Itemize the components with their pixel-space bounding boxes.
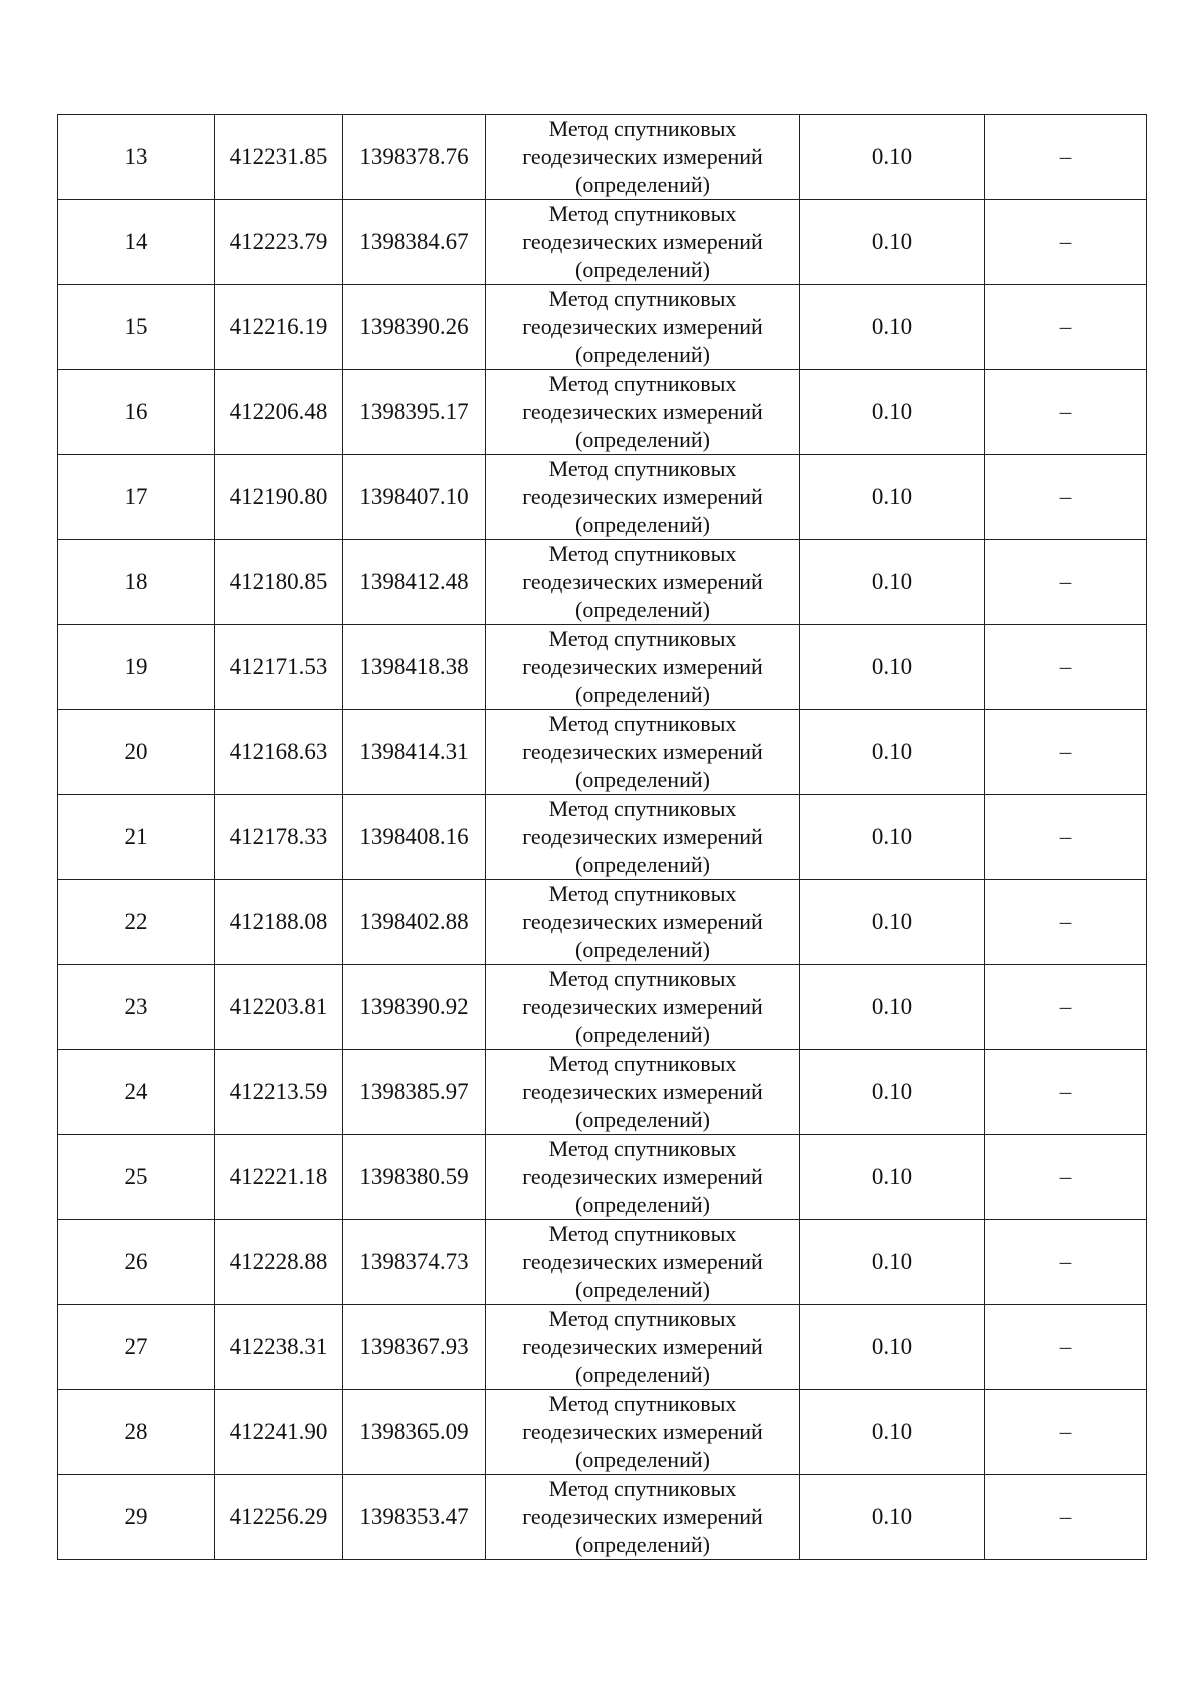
method-line: (определений) bbox=[575, 172, 710, 197]
method-line: (определений) bbox=[575, 512, 710, 537]
accuracy-cell: 0.10 bbox=[800, 455, 985, 540]
note-cell: – bbox=[985, 370, 1147, 455]
table-row bbox=[58, 710, 1147, 795]
x-coordinate-cell: 412188.08 bbox=[215, 880, 343, 965]
note-cell: – bbox=[985, 1050, 1147, 1135]
method-line: (определений) bbox=[575, 1532, 710, 1557]
method-line: геодезических измерений bbox=[522, 484, 763, 509]
x-coordinate-cell: 412231.85 bbox=[215, 115, 343, 200]
y-coordinate-cell: 1398412.48 bbox=[343, 540, 486, 625]
method-line: геодезических измерений bbox=[522, 1504, 763, 1529]
point-number-cell: 19 bbox=[58, 625, 215, 710]
method-cell bbox=[486, 370, 800, 455]
method-line: Метод спутниковых bbox=[548, 116, 737, 141]
y-coordinate-cell: 1398390.26 bbox=[343, 285, 486, 370]
method-line: геодезических измерений bbox=[522, 739, 763, 764]
table-row bbox=[58, 625, 1147, 710]
method-cell bbox=[486, 285, 800, 370]
point-number-cell: 14 bbox=[58, 200, 215, 285]
method-line: (определений) bbox=[575, 937, 710, 962]
y-coordinate-cell: 1398414.31 bbox=[343, 710, 486, 795]
method-cell bbox=[486, 1390, 800, 1475]
method-line: геодезических измерений bbox=[522, 824, 763, 849]
point-number-cell: 23 bbox=[58, 965, 215, 1050]
method-line: геодезических измерений bbox=[522, 909, 763, 934]
note-cell: – bbox=[985, 625, 1147, 710]
note-cell: – bbox=[985, 795, 1147, 880]
method-cell bbox=[486, 1220, 800, 1305]
point-number-cell: 16 bbox=[58, 370, 215, 455]
method-line: геодезических измерений bbox=[522, 994, 763, 1019]
method-line: (определений) bbox=[575, 257, 710, 282]
y-coordinate-cell: 1398385.97 bbox=[343, 1050, 486, 1135]
method-line: Метод спутниковых bbox=[548, 626, 737, 651]
method-cell bbox=[486, 880, 800, 965]
accuracy-cell: 0.10 bbox=[800, 1390, 985, 1475]
method-line: Метод спутниковых bbox=[548, 881, 737, 906]
accuracy-cell: 0.10 bbox=[800, 710, 985, 795]
table-row bbox=[58, 540, 1147, 625]
x-coordinate-cell: 412221.18 bbox=[215, 1135, 343, 1220]
method-line: геодезических измерений bbox=[522, 399, 763, 424]
y-coordinate-cell: 1398353.47 bbox=[343, 1475, 486, 1560]
method-line: (определений) bbox=[575, 767, 710, 792]
method-line: Метод спутниковых bbox=[548, 1221, 737, 1246]
point-number-cell: 15 bbox=[58, 285, 215, 370]
table-row bbox=[58, 115, 1147, 200]
point-number-cell: 27 bbox=[58, 1305, 215, 1390]
note-cell: – bbox=[985, 965, 1147, 1050]
x-coordinate-cell: 412206.48 bbox=[215, 370, 343, 455]
method-cell bbox=[486, 1050, 800, 1135]
x-coordinate-cell: 412223.79 bbox=[215, 200, 343, 285]
method-line: Метод спутниковых bbox=[548, 286, 737, 311]
method-line: геодезических измерений bbox=[522, 569, 763, 594]
method-line: геодезических измерений bbox=[522, 144, 763, 169]
y-coordinate-cell: 1398374.73 bbox=[343, 1220, 486, 1305]
point-number-cell: 20 bbox=[58, 710, 215, 795]
method-line: геодезических измерений bbox=[522, 1334, 763, 1359]
note-cell: – bbox=[985, 710, 1147, 795]
x-coordinate-cell: 412228.88 bbox=[215, 1220, 343, 1305]
method-line: Метод спутниковых bbox=[548, 796, 737, 821]
method-line: Метод спутниковых bbox=[548, 966, 737, 991]
point-number-cell: 22 bbox=[58, 880, 215, 965]
method-line: геодезических измерений bbox=[522, 1419, 763, 1444]
x-coordinate-cell: 412178.33 bbox=[215, 795, 343, 880]
method-line: (определений) bbox=[575, 1192, 710, 1217]
note-cell: – bbox=[985, 540, 1147, 625]
note-cell: – bbox=[985, 285, 1147, 370]
point-number-cell: 24 bbox=[58, 1050, 215, 1135]
table-row bbox=[58, 455, 1147, 540]
method-line: геодезических измерений bbox=[522, 1164, 763, 1189]
point-number-cell: 21 bbox=[58, 795, 215, 880]
table-row bbox=[58, 200, 1147, 285]
note-cell: – bbox=[985, 1390, 1147, 1475]
method-line: геодезических измерений bbox=[522, 229, 763, 254]
method-line: геодезических измерений bbox=[522, 1079, 763, 1104]
method-line: (определений) bbox=[575, 1277, 710, 1302]
accuracy-cell: 0.10 bbox=[800, 625, 985, 710]
accuracy-cell: 0.10 bbox=[800, 285, 985, 370]
method-line: (определений) bbox=[575, 1107, 710, 1132]
table-row bbox=[58, 285, 1147, 370]
y-coordinate-cell: 1398367.93 bbox=[343, 1305, 486, 1390]
y-coordinate-cell: 1398418.38 bbox=[343, 625, 486, 710]
accuracy-cell: 0.10 bbox=[800, 880, 985, 965]
y-coordinate-cell: 1398365.09 bbox=[343, 1390, 486, 1475]
method-line: Метод спутниковых bbox=[548, 1051, 737, 1076]
note-cell: – bbox=[985, 115, 1147, 200]
table-row bbox=[58, 880, 1147, 965]
method-cell bbox=[486, 200, 800, 285]
x-coordinate-cell: 412241.90 bbox=[215, 1390, 343, 1475]
accuracy-cell: 0.10 bbox=[800, 115, 985, 200]
y-coordinate-cell: 1398395.17 bbox=[343, 370, 486, 455]
point-number-cell: 29 bbox=[58, 1475, 215, 1560]
y-coordinate-cell: 1398390.92 bbox=[343, 965, 486, 1050]
accuracy-cell: 0.10 bbox=[800, 200, 985, 285]
method-line: (определений) bbox=[575, 597, 710, 622]
method-line: Метод спутниковых bbox=[548, 711, 737, 736]
table-row bbox=[58, 1305, 1147, 1390]
accuracy-cell: 0.10 bbox=[800, 540, 985, 625]
method-line: (определений) bbox=[575, 682, 710, 707]
method-line: Метод спутниковых bbox=[548, 541, 737, 566]
table-row bbox=[58, 795, 1147, 880]
point-number-cell: 25 bbox=[58, 1135, 215, 1220]
accuracy-cell: 0.10 bbox=[800, 1475, 985, 1560]
y-coordinate-cell: 1398407.10 bbox=[343, 455, 486, 540]
table-row bbox=[58, 965, 1147, 1050]
method-line: (определений) bbox=[575, 1022, 710, 1047]
note-cell: – bbox=[985, 1305, 1147, 1390]
table-row bbox=[58, 1050, 1147, 1135]
method-line: Метод спутниковых bbox=[548, 371, 737, 396]
accuracy-cell: 0.10 bbox=[800, 965, 985, 1050]
method-line: (определений) bbox=[575, 342, 710, 367]
method-cell bbox=[486, 540, 800, 625]
point-number-cell: 28 bbox=[58, 1390, 215, 1475]
x-coordinate-cell: 412190.80 bbox=[215, 455, 343, 540]
accuracy-cell: 0.10 bbox=[800, 1220, 985, 1305]
note-cell: – bbox=[985, 200, 1147, 285]
y-coordinate-cell: 1398380.59 bbox=[343, 1135, 486, 1220]
accuracy-cell: 0.10 bbox=[800, 795, 985, 880]
note-cell: – bbox=[985, 1220, 1147, 1305]
method-line: Метод спутниковых bbox=[548, 1476, 737, 1501]
table-row bbox=[58, 1220, 1147, 1305]
x-coordinate-cell: 412216.19 bbox=[215, 285, 343, 370]
x-coordinate-cell: 412180.85 bbox=[215, 540, 343, 625]
y-coordinate-cell: 1398402.88 bbox=[343, 880, 486, 965]
note-cell: – bbox=[985, 1475, 1147, 1560]
x-coordinate-cell: 412238.31 bbox=[215, 1305, 343, 1390]
method-line: (определений) bbox=[575, 427, 710, 452]
method-cell bbox=[486, 710, 800, 795]
note-cell: – bbox=[985, 1135, 1147, 1220]
point-number-cell: 26 bbox=[58, 1220, 215, 1305]
method-cell bbox=[486, 1475, 800, 1560]
method-cell bbox=[486, 115, 800, 200]
point-number-cell: 13 bbox=[58, 115, 215, 200]
table-row bbox=[58, 1475, 1147, 1560]
note-cell: – bbox=[985, 455, 1147, 540]
method-line: Метод спутниковых bbox=[548, 201, 737, 226]
point-number-cell: 17 bbox=[58, 455, 215, 540]
method-line: Метод спутниковых bbox=[548, 1391, 737, 1416]
table-row bbox=[58, 1390, 1147, 1475]
x-coordinate-cell: 412168.63 bbox=[215, 710, 343, 795]
accuracy-cell: 0.10 bbox=[800, 1305, 985, 1390]
x-coordinate-cell: 412213.59 bbox=[215, 1050, 343, 1135]
method-line: Метод спутниковых bbox=[548, 456, 737, 481]
method-line: геодезических измерений bbox=[522, 654, 763, 679]
method-line: Метод спутниковых bbox=[548, 1306, 737, 1331]
method-line: (определений) bbox=[575, 852, 710, 877]
accuracy-cell: 0.10 bbox=[800, 1050, 985, 1135]
method-line: геодезических измерений bbox=[522, 1249, 763, 1274]
table-row bbox=[58, 370, 1147, 455]
accuracy-cell: 0.10 bbox=[800, 1135, 985, 1220]
note-cell: – bbox=[985, 880, 1147, 965]
accuracy-cell: 0.10 bbox=[800, 370, 985, 455]
y-coordinate-cell: 1398408.16 bbox=[343, 795, 486, 880]
method-cell bbox=[486, 795, 800, 880]
method-line: геодезических измерений bbox=[522, 314, 763, 339]
point-number-cell: 18 bbox=[58, 540, 215, 625]
method-cell bbox=[486, 625, 800, 710]
method-line: Метод спутниковых bbox=[548, 1136, 737, 1161]
x-coordinate-cell: 412203.81 bbox=[215, 965, 343, 1050]
x-coordinate-cell: 412256.29 bbox=[215, 1475, 343, 1560]
method-cell bbox=[486, 1135, 800, 1220]
y-coordinate-cell: 1398384.67 bbox=[343, 200, 486, 285]
method-cell bbox=[486, 1305, 800, 1390]
x-coordinate-cell: 412171.53 bbox=[215, 625, 343, 710]
method-line: (определений) bbox=[575, 1362, 710, 1387]
method-cell bbox=[486, 455, 800, 540]
method-cell bbox=[486, 965, 800, 1050]
y-coordinate-cell: 1398378.76 bbox=[343, 115, 486, 200]
table-row bbox=[58, 1135, 1147, 1220]
method-line: (определений) bbox=[575, 1447, 710, 1472]
coordinates-table bbox=[57, 114, 1147, 1560]
